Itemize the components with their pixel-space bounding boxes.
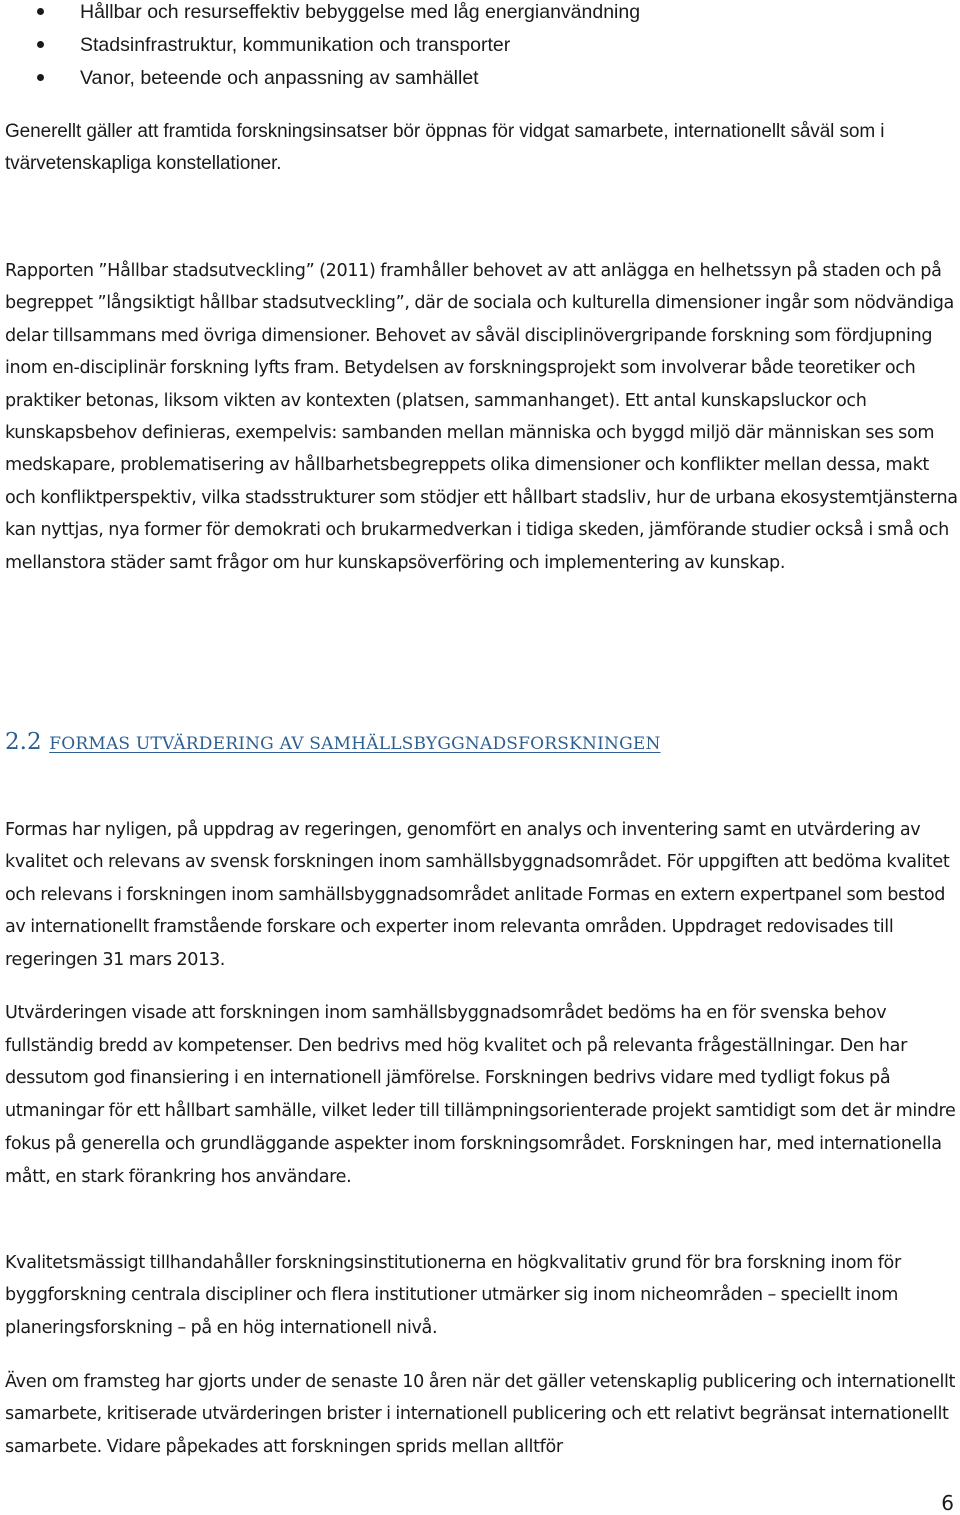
bullet-icon xyxy=(37,41,44,48)
list-item: Hållbar och resurseffektiv bebyggelse med låg energianvändning xyxy=(0,0,960,33)
paragraph-quality: Kvalitetsmässigt tillhandahåller forskningsinstitutionerna en högkvalitativ grund för bra forskning inom för byggforskning centrala discipliner och flera institutioner utmärker sig inom nicheområden – speciellt inom planeringsforskning – på en hög internationell nivå. xyxy=(5,1253,901,1338)
intro-paragraph: Generellt gäller att framtida forskningsinsatser bör öppnas för vidgat samarbete, internationellt såväl som i tvärvetenskapliga konstellationer. xyxy=(5,121,885,174)
paragraph-publication: Även om framsteg har gjorts under de senaste 10 åren när det gäller vetenskaplig publicering och internationellt samarbete, kritiserade utvärderingen brister i internationell publicering och ett relativt begränsat internationellt samarbete. Vidare påpekades att forskningen sprids mellan alltför xyxy=(5,1372,956,1457)
page-number: 6 xyxy=(941,1491,954,1515)
section-number: 2.2 xyxy=(5,729,42,755)
paragraph-evaluation-intro: Formas har nyligen, på uppdrag av regeringen, genomfört en analys och inventering samt en utvärdering av kvalitet och relevans av svensk forskningen inom samhällsbyggnadsområdet. För uppgiften att bedöma kvalitet och relevans i forskningen inom samhällsbyggnadsområdet anlitade Formas en extern expertpanel som bestod av internationellt framstående forskare och experter inom relevanta områden. Uppdraget redovisades till regeringen 31 mars 2013. xyxy=(5,820,950,970)
paragraph-evaluation-results: Utvärderingen visade att forskningen inom samhällsbyggnadsområdet bedöms ha en för svenska behov fullständig bredd av kompetenser. Den bedrivs med hög kvalitet och på relevanta frågeställningar. Den har dessutom god finansiering i en internationell jämförelse. Forskningen bedrivs vidare med tydligt fokus på utmaningar för ett hållbart samhälle, vilket leder till tillämpningsorienterade projekt samtidigt som det är mindre fokus på generella och grundläggande aspekter inom forskningsområdet. Forskningen har, med internationella mått, en stark förankring hos användare. xyxy=(5,1003,956,1187)
section-heading xyxy=(5,727,661,755)
bullet-icon xyxy=(37,8,44,15)
section-title: FORMAS UTVÄRDERING AV SAMHÄLLSBYGGNADSFORSKNINGEN xyxy=(49,734,661,754)
list-item: Vanor, beteende och anpassning av samhället xyxy=(0,66,960,99)
bullet-list xyxy=(0,0,960,99)
report-paragraph: Rapporten ”Hållbar stadsutveckling” (2011) framhåller behovet av att anlägga en helhetssyn på staden och på begreppet ”långsiktigt hållbar stadsutveckling”, där de sociala och kulturella dimensioner ingår som nödvändiga delar tillsammans med övriga dimensioner. Behovet av såväl disciplinövergripande forskning som fördjupning inom en-disciplinär forskning lyfts fram. Betydelsen av forskningsprojekt som involverar både teoretiker och praktiker betonas, liksom vikten av kontexten (platsen, sammanhanget). Ett antal kunskapsluckor och kunskapsbehov definieras, exempelvis: sambanden mellan människa och byggd miljö där människan ses som medskapare, problematisering av hållbarhetsbegreppets olika dimensioner och konflikter mellan dessa, makt och konfliktperspektiv, vilka stadsstrukturer som stödjer ett hållbart stadsliv, hur de urbana ekosystemtjänsterna kan nyttjas, nya former för demokrati och brukarmedverkan i tidiga skeden, jämförande studier också i små och mellanstora städer samt frågor om hur kunskapsöverföring och implementering av kunskap. xyxy=(5,261,958,573)
list-item: Stadsinfrastruktur, kommunikation och transporter xyxy=(0,33,960,66)
bullet-icon xyxy=(37,74,44,81)
